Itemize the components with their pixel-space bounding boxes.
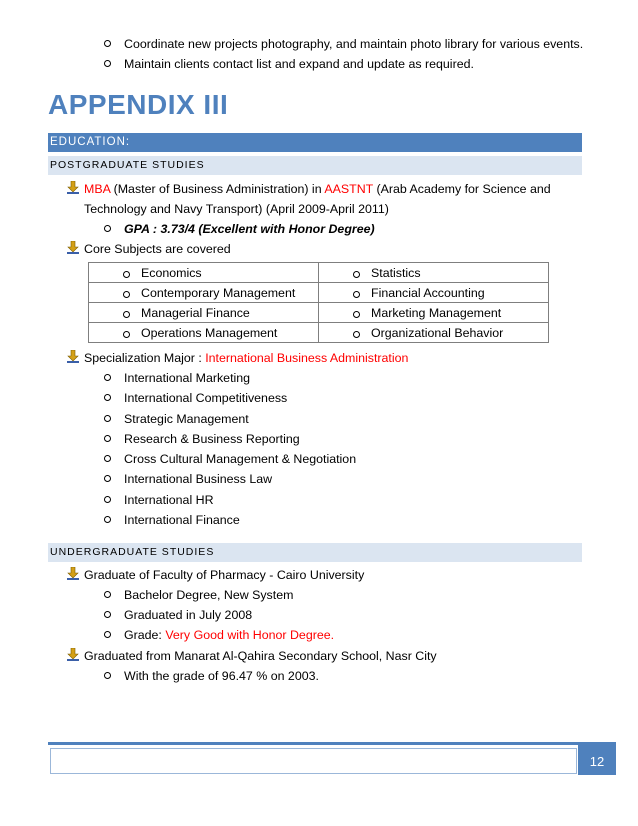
circle-bullet-icon <box>104 374 111 381</box>
specialization-entry: Specialization Major : International Business Administration <box>66 350 408 366</box>
circle-bullet-icon <box>104 415 111 422</box>
circle-bullet-icon <box>104 496 111 503</box>
table-cell: Operations Management <box>89 323 319 343</box>
circle-bullet-icon <box>353 311 360 318</box>
page-title: APPENDIX III <box>48 89 229 120</box>
down-arrow-bullet-icon <box>66 567 80 580</box>
circle-bullet-icon <box>104 435 111 442</box>
circle-bullet-icon <box>104 225 111 232</box>
subheading-postgraduate: POSTGRADUATE STUDIES <box>48 156 582 175</box>
circle-bullet-icon <box>104 631 111 638</box>
list-item: International Competitiveness <box>104 390 287 406</box>
bullet-item: Maintain clients contact list and expand and update as required. <box>104 56 474 72</box>
circle-bullet-icon <box>104 60 111 67</box>
subheading-undergraduate: UNDERGRADUATE STUDIES <box>48 543 582 562</box>
core-subjects-table <box>88 262 549 343</box>
circle-bullet-icon <box>104 394 111 401</box>
down-arrow-bullet-icon <box>66 241 80 254</box>
circle-bullet-icon <box>104 455 111 462</box>
circle-bullet-icon <box>104 591 111 598</box>
down-arrow-bullet-icon <box>66 181 80 194</box>
table-row <box>89 303 549 323</box>
list-item: Cross Cultural Management & Negotiation <box>104 451 356 467</box>
list-item: International Business Law <box>104 471 272 487</box>
mba-entry-continued: Technology and Navy Transport) (April 2009-April 2011) <box>84 202 389 216</box>
table-row <box>89 323 549 343</box>
circle-bullet-icon <box>123 331 130 338</box>
table-cell: Organizational Behavior <box>319 323 549 343</box>
table-cell: Managerial Finance <box>89 303 319 323</box>
grade-item: Grade: Very Good with Honor Degree. <box>104 627 334 643</box>
mba-entry: MBA (Master of Business Administration) in AASTNT (Arab Academy for Science and <box>66 181 551 197</box>
list-item: International HR <box>104 492 214 508</box>
circle-bullet-icon <box>104 611 111 618</box>
circle-bullet-icon <box>104 672 111 679</box>
list-item: Bachelor Degree, New System <box>104 587 293 603</box>
list-item: Graduated in July 2008 <box>104 607 252 623</box>
table-cell: Statistics <box>319 263 549 283</box>
footer-box <box>50 748 577 774</box>
circle-bullet-icon <box>123 271 130 278</box>
down-arrow-bullet-icon <box>66 350 80 363</box>
circle-bullet-icon <box>353 331 360 338</box>
table-row <box>89 283 549 303</box>
circle-bullet-icon <box>353 271 360 278</box>
list-item: International Finance <box>104 512 240 528</box>
list-item: With the grade of 96.47 % on 2003. <box>104 668 319 684</box>
bullet-item: Coordinate new projects photography, and maintain photo library for various events. <box>104 36 583 52</box>
down-arrow-bullet-icon <box>66 648 80 661</box>
list-item: Strategic Management <box>104 411 249 427</box>
core-subjects-entry: Core Subjects are covered <box>66 241 231 257</box>
section-heading-education: EDUCATION: <box>48 133 582 152</box>
circle-bullet-icon <box>353 291 360 298</box>
table-cell: Financial Accounting <box>319 283 549 303</box>
table-cell: Economics <box>89 263 319 283</box>
table-row <box>89 263 549 283</box>
circle-bullet-icon <box>104 516 111 523</box>
secondary-school-entry: Graduated from Manarat Al-Qahira Secondary School, Nasr City <box>66 648 437 664</box>
gpa-item: GPA : 3.73/4 (Excellent with Honor Degree) <box>104 221 375 237</box>
page-number: 12 <box>578 742 616 775</box>
footer-rule <box>48 742 578 745</box>
table-cell: Marketing Management <box>319 303 549 323</box>
table-cell: Contemporary Management <box>89 283 319 303</box>
circle-bullet-icon <box>104 475 111 482</box>
list-item: Research & Business Reporting <box>104 431 300 447</box>
circle-bullet-icon <box>123 311 130 318</box>
list-item: International Marketing <box>104 370 250 386</box>
circle-bullet-icon <box>104 40 111 47</box>
circle-bullet-icon <box>123 291 130 298</box>
pharmacy-entry: Graduate of Faculty of Pharmacy - Cairo University <box>66 567 364 583</box>
